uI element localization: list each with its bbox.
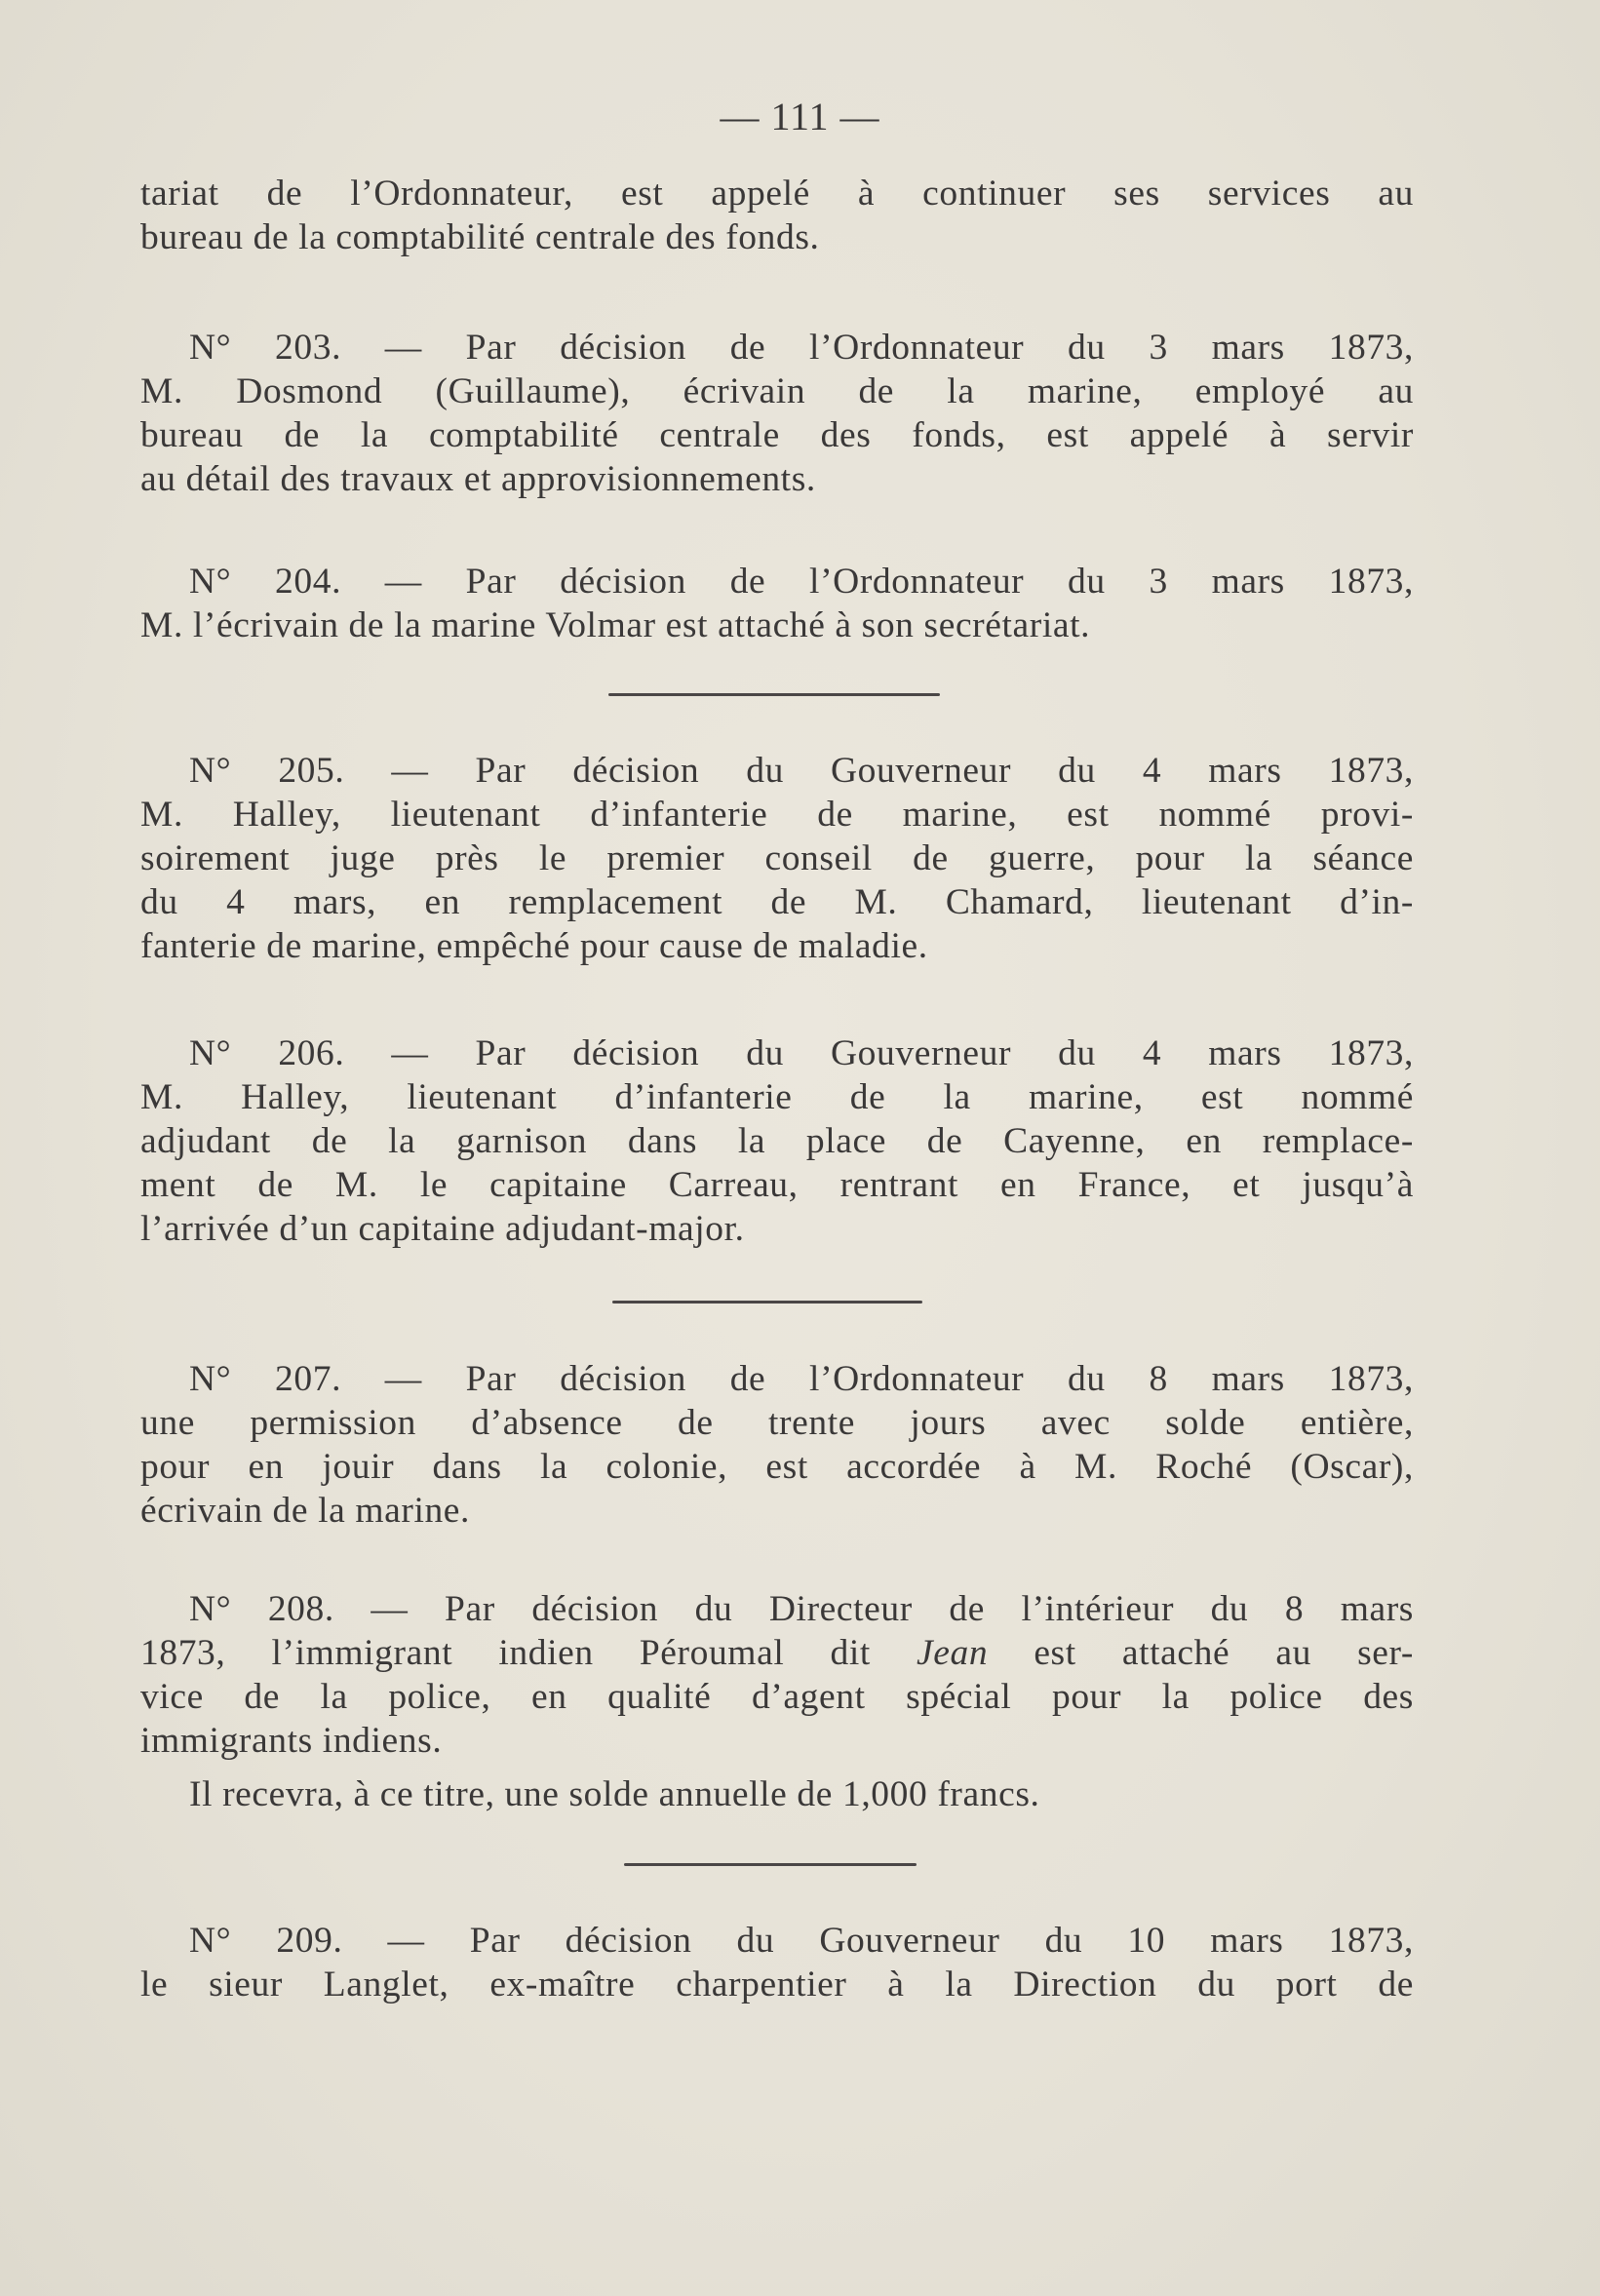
paragraph-decision-208	[140, 1587, 1414, 1763]
text-line: N° 207. — Par décision de l’Ordonnateur du 8 mars 1873,	[189, 1359, 1414, 1399]
text-line: N° 203. — Par décision de l’Ordonnateur du 3 mars 1873,	[189, 328, 1414, 368]
text-line: pour en jouir dans la colonie, est accordée à M. Roché (Oscar),	[140, 1447, 1414, 1487]
page-number: — 111 —	[720, 95, 880, 138]
text-line: une permission d’absence de trente jours avec solde entière,	[140, 1403, 1414, 1443]
text-line: l’arrivée d’un capitaine adjudant-major.	[140, 1209, 745, 1249]
text-line: bureau de la comptabilité centrale des fonds, est appelé à servir	[140, 415, 1414, 455]
paragraph-continuation	[140, 172, 1414, 259]
text-line: M. l’écrivain de la marine Volmar est attaché à son secrétariat.	[140, 605, 1091, 645]
text-line: soirement juge près le premier conseil de guerre, pour la séance	[140, 838, 1414, 878]
text-line: le sieur Langlet, ex-maître charpentier à la Direction du port de	[140, 1965, 1414, 2004]
text-line: du 4 mars, en remplacement de M. Chamard, lieutenant d’in-	[140, 882, 1414, 922]
text-line: immigrants indiens.	[140, 1721, 443, 1761]
text-line: adjudant de la garnison dans la place de Cayenne, en remplace-	[140, 1121, 1414, 1161]
paragraph-decision-204	[140, 560, 1414, 647]
text-line: M. Dosmond (Guillaume), écrivain de la marine, employé au	[140, 371, 1414, 411]
text-line: N° 209. — Par décision du Gouverneur du 10 mars 1873,	[189, 1921, 1414, 1961]
paragraph-decision-203	[140, 326, 1414, 501]
text-line: N° 204. — Par décision de l’Ordonnateur du 3 mars 1873,	[189, 562, 1414, 602]
text-line: fanterie de marine, empêché pour cause de maladie.	[140, 926, 928, 966]
text-line: N° 205. — Par décision du Gouverneur du 4 mars 1873,	[189, 751, 1414, 791]
paragraph-decision-205	[140, 749, 1414, 968]
text-line: N° 208. — Par décision du Directeur de l’intérieur du 8 mars	[189, 1589, 1414, 1629]
text-fragment: est attaché au ser-	[988, 1633, 1414, 1673]
paragraph-decision-206	[140, 1031, 1414, 1251]
paragraph-decision-209	[140, 1919, 1414, 2006]
text-line-with-italic	[140, 1631, 1414, 1675]
text-line: vice de la police, en qualité d’agent spécial pour la police des	[140, 1677, 1414, 1717]
text-line: ment de M. le capitaine Carreau, rentrant en France, et jusqu’à	[140, 1165, 1414, 1205]
section-separator	[624, 1863, 917, 1866]
text-line: M. Halley, lieutenant d’infanterie de marine, est nommé provi-	[140, 795, 1414, 835]
text-fragment: 1873, l’immigrant indien Péroumal dit	[140, 1633, 917, 1673]
section-separator	[612, 1301, 922, 1304]
text-line: M. Halley, lieutenant d’infanterie de la marine, est nommé	[140, 1077, 1414, 1117]
paragraph-decision-208-salary	[140, 1772, 1414, 1816]
paragraph-decision-207	[140, 1357, 1414, 1533]
italic-name: Jean	[916, 1633, 989, 1673]
text-line: bureau de la comptabilité centrale des fonds.	[140, 217, 820, 257]
text-line: N° 206. — Par décision du Gouverneur du 4 mars 1873,	[189, 1033, 1414, 1073]
section-separator	[608, 693, 940, 696]
text-line: écrivain de la marine.	[140, 1491, 471, 1531]
text-line: tariat de l’Ordonnateur, est appelé à continuer ses services au	[140, 174, 1414, 214]
text-line: Il recevra, à ce titre, une solde annuelle de 1,000 francs.	[189, 1774, 1040, 1814]
text-line: au détail des travaux et approvisionnements.	[140, 459, 816, 499]
